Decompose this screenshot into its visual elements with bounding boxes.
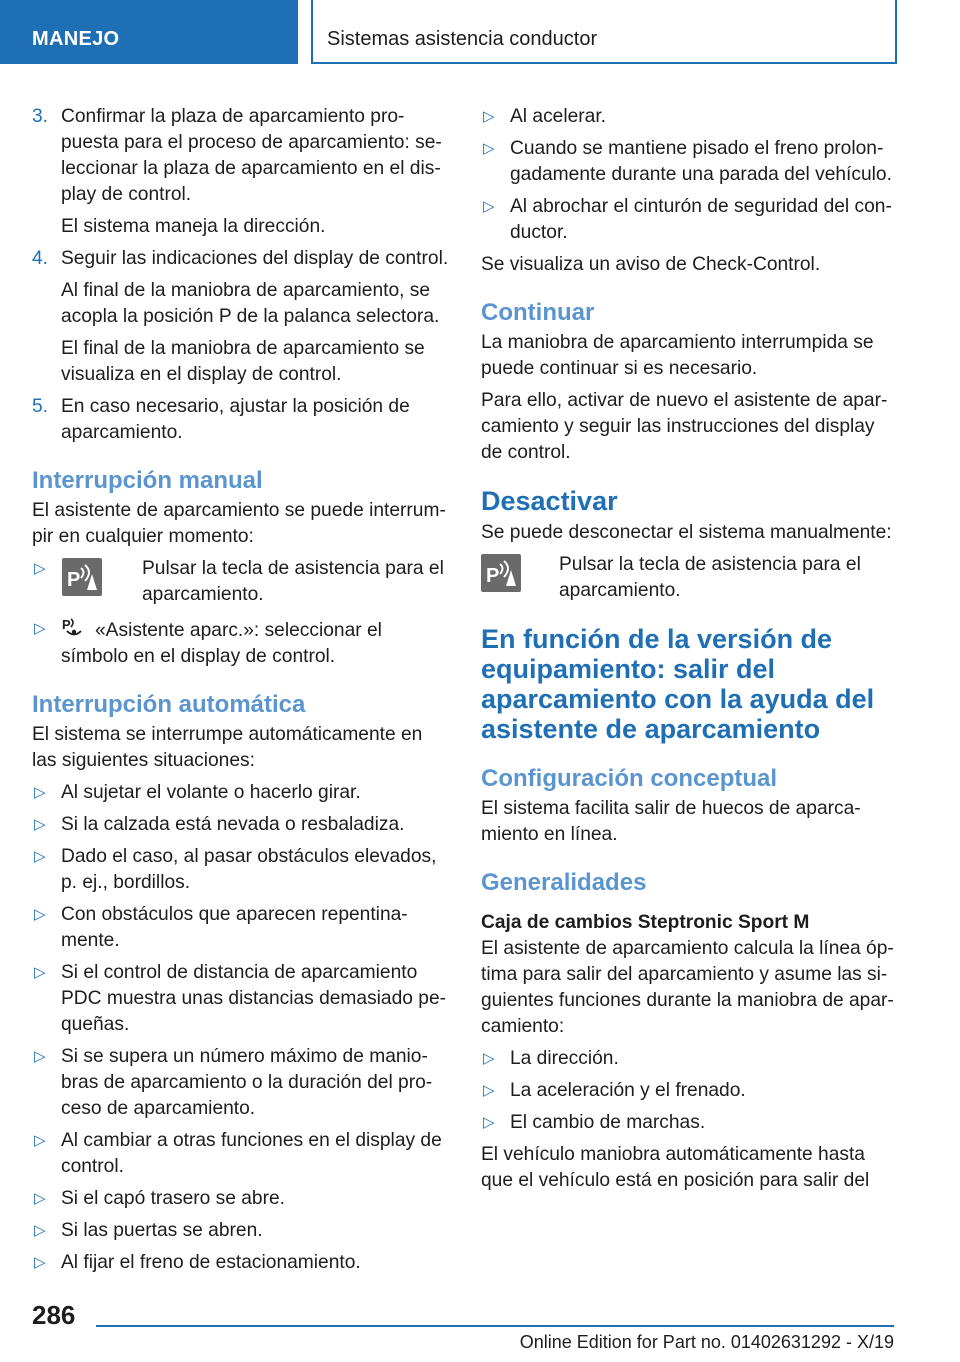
step-text: Seguir las indicaciones del display de control. (61, 248, 449, 269)
continuar-text-2: Para ello, activar de nuevo el asistente de aparcamiento y seguir las instrucciones del display de control. (481, 390, 888, 463)
list-item (32, 1128, 450, 1180)
list-item-text: Si las puertas se abren. (61, 1220, 263, 1241)
list-item-text: Si el capó trasero se abre. (61, 1188, 285, 1209)
step-3 (32, 104, 450, 208)
svg-text:P: P (62, 617, 71, 632)
desactivar-heading: Desactivar (481, 486, 618, 516)
list-item (32, 844, 450, 896)
footer-edition: Online Edition for Part no. 01402631292 - X/19 (519, 1332, 894, 1352)
list-item-text: Si se supera un número máximo de maniobras de aparcamiento o la duración del proceso de aparcamiento. (61, 1046, 433, 1119)
list-item (32, 1218, 450, 1244)
bullet-triangle-icon: ▷ (34, 1222, 46, 1239)
list-item (481, 1110, 901, 1136)
list-item (32, 1186, 450, 1212)
parking-assist-symbol-icon (61, 616, 87, 640)
bullet-triangle-icon: ▷ (34, 1254, 46, 1271)
list-item-text: Si el control de distancia de aparcamiento PDC muestra unas distancias demasiado pequeñas. (61, 962, 447, 1035)
page-number: 286 (32, 1300, 76, 1330)
step-5 (32, 394, 450, 446)
final-text: El vehículo maniobra automáticamente hasta que el vehículo está en posición para salir del (481, 1144, 870, 1191)
bullet-triangle-icon: ▷ (34, 816, 46, 833)
header-chapter-label: Sistemas asistencia conductor (327, 28, 598, 50)
list-item-text: Con obstáculos que aparecen repentinamente. (61, 904, 408, 951)
continuar-heading: Continuar (481, 299, 595, 326)
step-text: En caso necesario, ajustar la posición de aparcamiento. (61, 396, 410, 443)
general-heading: Generalidades (481, 869, 647, 896)
step-number: 4. (32, 248, 49, 269)
bullet-triangle-icon: ▷ (483, 198, 495, 215)
header-section-label: MANEJO (32, 28, 120, 50)
bullet-triangle-icon: ▷ (483, 1082, 495, 1099)
list-item (481, 194, 901, 246)
step-text: Confirmar la plaza de aparcamiento propuesta para el proceso de aparcamiento: seleccionar la plaza de aparcamiento en el display de control. (61, 106, 442, 205)
continuar-text: La maniobra de aparcamiento interrumpida se puede continuar si es necesario. (481, 332, 874, 379)
list-item-text: La aceleración y el frenado. (510, 1080, 746, 1101)
bullet-triangle-icon: ▷ (34, 560, 46, 577)
parking-assist-button-icon (62, 558, 102, 596)
list-item (32, 1044, 450, 1122)
concept-heading: Configuración conceptual (481, 765, 778, 792)
list-item (481, 1046, 901, 1072)
list-item-text: La dirección. (510, 1048, 619, 1069)
step-note: El final de la maniobra de aparcamiento se visualiza en el display de control. (61, 338, 425, 385)
bullet-triangle-icon: ▷ (34, 784, 46, 801)
parking-assist-button-icon (481, 554, 521, 592)
list-item-text: Al cambiar a otras funciones en el display de control. (61, 1130, 442, 1177)
list-item (32, 812, 450, 838)
salir-heading: En función de la versión de equipamiento: salir del aparcamiento con la ayuda del asistente de aparcamiento (481, 624, 875, 744)
bullet-triangle-icon: ▷ (483, 140, 495, 157)
list-item-text: El cambio de marchas. (510, 1112, 706, 1133)
manual-interruption-intro: El asistente de aparcamiento se puede interrumpir en cualquier momento: (32, 500, 446, 547)
manual-interruption-heading: Interrupción manual (32, 467, 263, 494)
list-item-text: Cuando se mantiene pisado el freno prolongadamente durante una parada del vehículo. (510, 138, 892, 185)
bullet-triangle-icon: ▷ (34, 848, 46, 865)
auto-interruption-heading: Interrupción automática (32, 691, 306, 718)
bullet-triangle-icon: ▷ (34, 1048, 46, 1065)
step-4 (32, 246, 450, 272)
desactivar-button-text: Pulsar la tecla de asistencia para el aparcamiento. (559, 554, 861, 601)
list-item-text: Al acelerar. (510, 106, 606, 127)
svg-text:P: P (486, 565, 500, 587)
bullet-triangle-icon: ▷ (34, 1132, 46, 1149)
list-item-text: Dado el caso, al pasar obstáculos elevados, p. ej., bordillos. (61, 846, 437, 893)
list-item (32, 902, 450, 954)
list-item-text: Si la calzada está nevada o resbaladiza. (61, 814, 405, 835)
bullet-triangle-icon: ▷ (34, 1190, 46, 1207)
desactivar-button-row (481, 552, 901, 604)
bullet-triangle-icon: ▷ (483, 1114, 495, 1131)
manual-bullet-button (32, 556, 450, 608)
bullet-triangle-icon: ▷ (483, 1050, 495, 1067)
footer-divider (96, 1325, 894, 1327)
left-column (32, 104, 450, 1282)
bullet-triangle-icon: ▷ (34, 620, 46, 637)
step-number: 5. (32, 396, 49, 417)
list-item-text: Al sujetar el volante o hacerlo girar. (61, 782, 361, 803)
manual-bullet-text: Pulsar la tecla de asistencia para el aparcamiento. (142, 558, 444, 605)
step-note: Al final de la maniobra de aparcamiento, se acopla la posición P de la palanca selectora. (61, 280, 440, 327)
concept-text: El sistema facilita salir de huecos de aparcamiento en línea. (481, 798, 861, 845)
header-chapter-box (311, 0, 897, 64)
auto-interruption-intro: El sistema se interrumpe automáticamente en las siguientes situaciones: (32, 724, 423, 771)
bullet-triangle-icon: ▷ (34, 964, 46, 981)
gearbox-text: El asistente de aparcamiento calcula la línea óptima para salir del aparcamiento y asume las siguientes funciones durante la maniobra de aparcamiento: (481, 938, 894, 1037)
step-note: El sistema maneja la dirección. (61, 216, 326, 237)
gearbox-heading: Caja de cambios Steptronic Sport M (481, 912, 810, 933)
checkcontrol-text: Se visualiza un aviso de Check-Control. (481, 254, 821, 275)
svg-text:P: P (67, 569, 81, 591)
desactivar-text: Se puede desconectar el sistema manualmente: (481, 522, 892, 543)
header-section-tab (0, 0, 298, 64)
list-item (32, 960, 450, 1038)
list-item (481, 136, 901, 188)
list-item (32, 1250, 450, 1276)
list-item-text: Al fijar el freno de estacionamiento. (61, 1252, 361, 1273)
list-item (481, 104, 901, 130)
bullet-triangle-icon: ▷ (483, 108, 495, 125)
list-item-text: Al abrochar el cinturón de seguridad del conductor. (510, 196, 892, 243)
step-number: 3. (32, 106, 49, 127)
manual-bullet-symbol (32, 616, 450, 670)
list-item (481, 1078, 901, 1104)
right-column (481, 104, 901, 1200)
bullet-triangle-icon: ▷ (34, 906, 46, 923)
manual-bullet-symbol-text: «Asistente aparc.»: seleccionar el símbolo en el display de control. (61, 620, 382, 667)
list-item (32, 780, 450, 806)
